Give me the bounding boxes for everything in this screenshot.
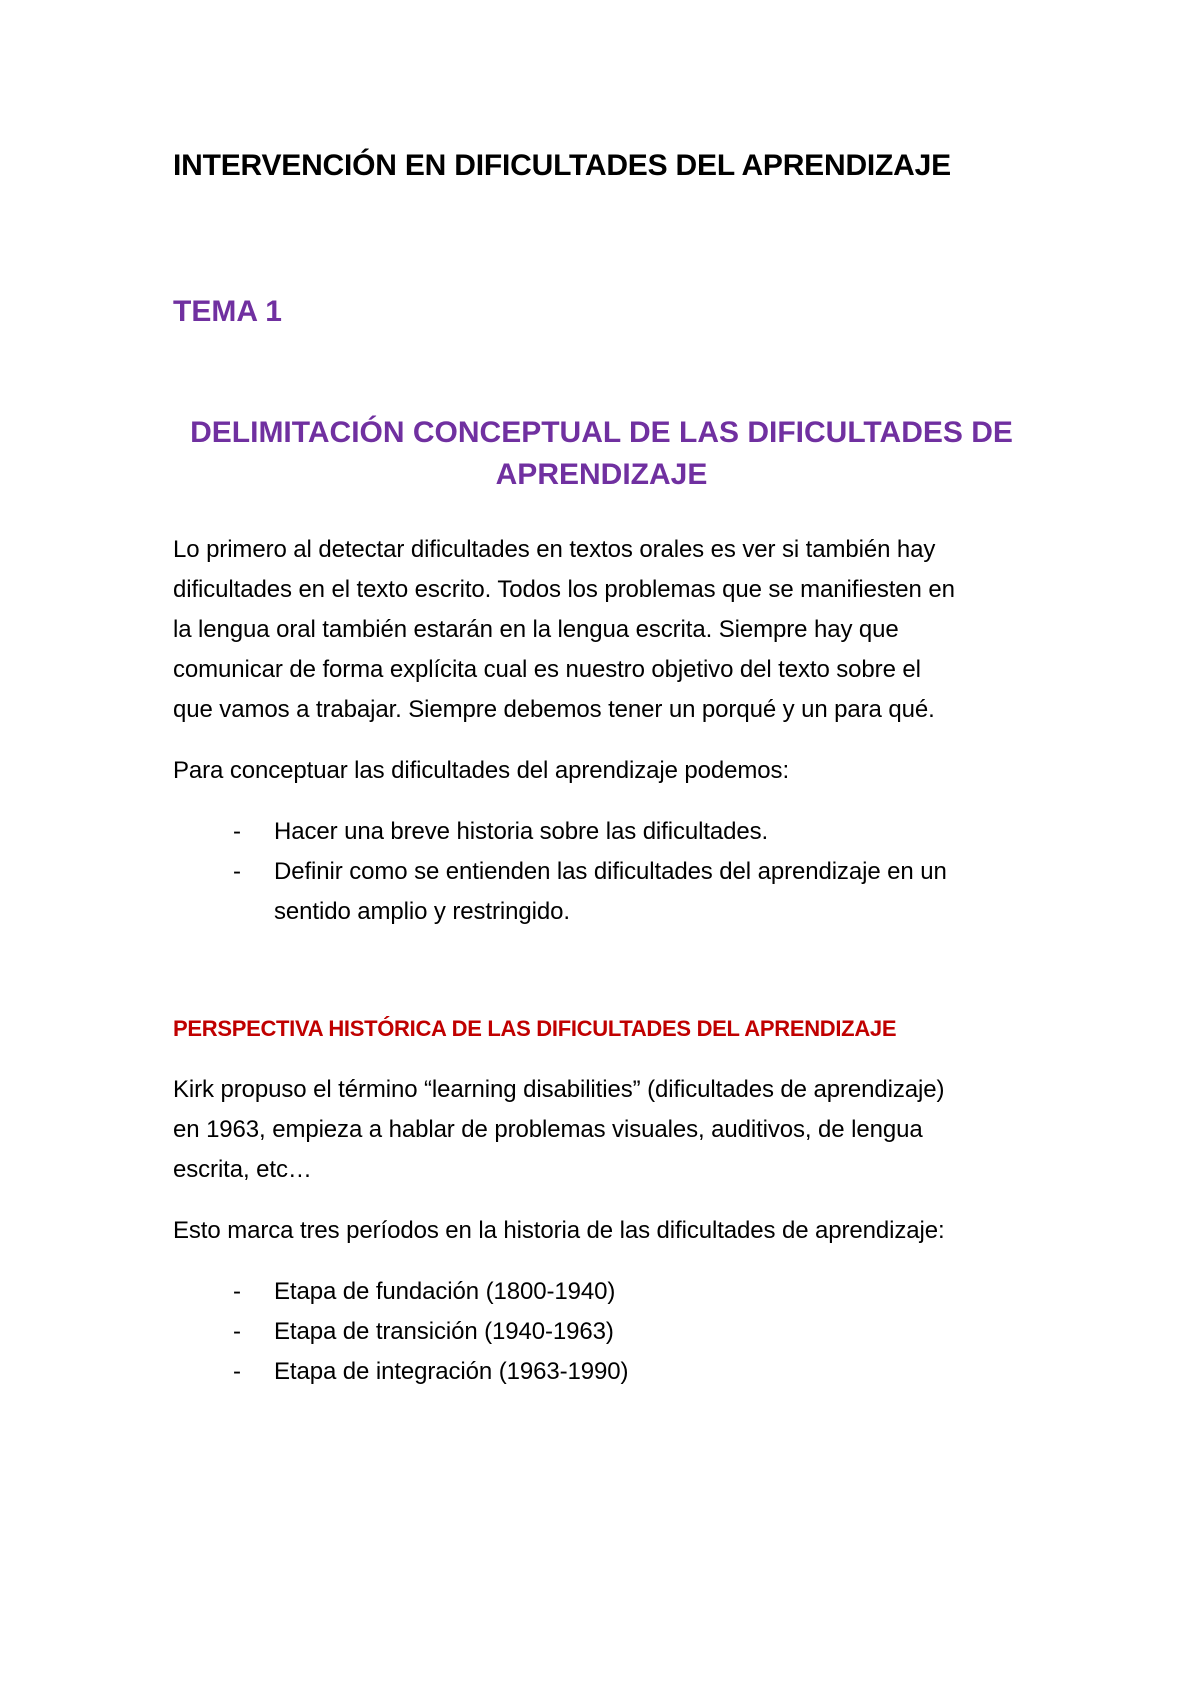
paragraph-1-line-2: dificultades en el texto escrito. Todos los problemas que se manifiesten en <box>173 576 955 603</box>
section-2-paragraph-line-3: escrita, etc… <box>173 1156 312 1183</box>
list-dash: - <box>233 1358 241 1385</box>
period-item: Etapa de transición (1940-1963) <box>274 1318 614 1345</box>
paragraph-1-line-3: la lengua oral también estarán en la lengua escrita. Siempre hay que <box>173 616 899 643</box>
list-item-continuation: sentido amplio y restringido. <box>274 898 570 925</box>
paragraph-1-line-5: que vamos a trabajar. Siempre debemos tener un porqué y un para qué. <box>173 696 935 723</box>
tema-heading: TEMA 1 <box>173 295 282 328</box>
historical-perspective-heading: PERSPECTIVA HISTÓRICA DE LAS DIFICULTADES DEL APRENDIZAJE <box>173 1016 897 1041</box>
document-title: INTERVENCIÓN EN DIFICULTADES DEL APRENDIZAJE <box>173 149 951 182</box>
list-item: Definir como se entienden las dificultades del aprendizaje en un <box>274 858 947 885</box>
section-title <box>173 412 1030 496</box>
paragraph-2: Para conceptuar las dificultades del aprendizaje podemos: <box>173 757 790 784</box>
section-title-line-1: DELIMITACIÓN CONCEPTUAL DE LAS DIFICULTADES DE <box>190 416 1013 449</box>
list-dash: - <box>233 1318 241 1345</box>
list-dash: - <box>233 1278 241 1305</box>
section-title-line-2: APRENDIZAJE <box>495 458 708 491</box>
list-dash: - <box>233 858 241 885</box>
section-2-paragraph-line-2: en 1963, empieza a hablar de problemas visuales, auditivos, de lengua <box>173 1116 923 1143</box>
period-item: Etapa de integración (1963-1990) <box>274 1358 629 1385</box>
section-2-paragraph-2: Esto marca tres períodos en la historia de las dificultades de aprendizaje: <box>173 1217 945 1244</box>
paragraph-1-line-4: comunicar de forma explícita cual es nuestro objetivo del texto sobre el <box>173 656 921 683</box>
list-item: Hacer una breve historia sobre las dificultades. <box>274 818 769 845</box>
period-item: Etapa de fundación (1800-1940) <box>274 1278 616 1305</box>
list-dash: - <box>233 818 241 845</box>
section-2-paragraph-line-1: Kirk propuso el término “learning disabilities” (dificultades de aprendizaje) <box>173 1076 945 1103</box>
paragraph-1-line-1: Lo primero al detectar dificultades en textos orales es ver si también hay <box>173 536 936 563</box>
